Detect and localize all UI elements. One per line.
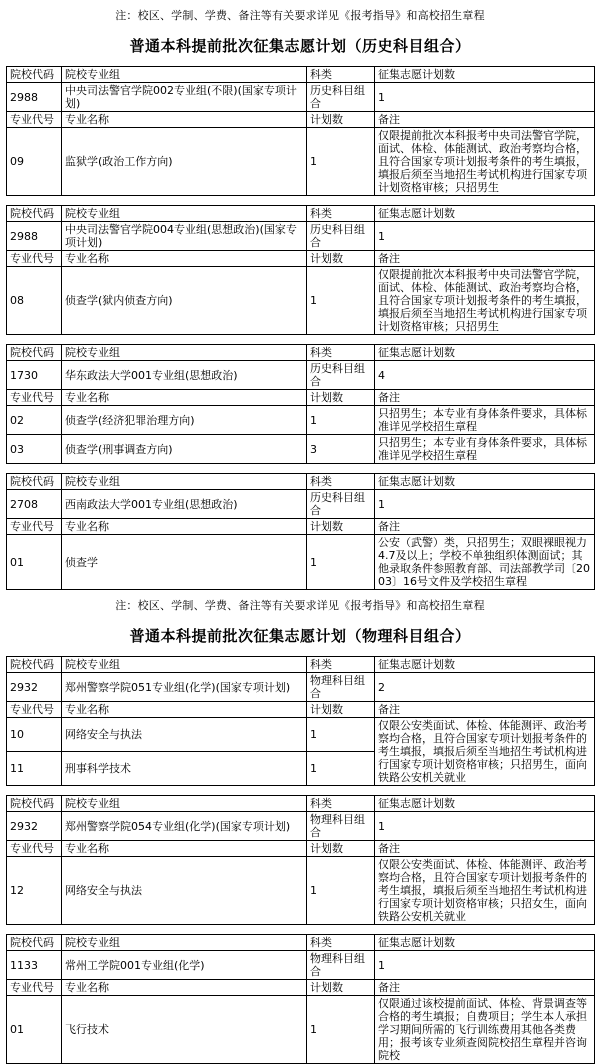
table-subheader-row: [7, 112, 595, 128]
school-plan: 4: [375, 361, 595, 390]
top-note: 注：校区、学制、学费、备注等有关要求详见《报考指导》和高校招生章程: [115, 9, 485, 22]
header-remark: 备注: [375, 112, 595, 128]
header-major-group: 院校专业组: [62, 206, 307, 222]
major-remark: 仅限提前批次本科报考中央司法警官学院，面试、体检、体能测试、政治考察均合格，且符合国家专项计划报考条件的考生填报，填报后须至当地招生考试机构进行国家专项计划资格审核；只招男生: [375, 128, 595, 196]
table-row: [7, 406, 595, 435]
table-row: [7, 673, 595, 702]
major-code: 09: [7, 128, 62, 196]
header-major-group: 院校专业组: [62, 935, 307, 951]
table-header-row: [7, 935, 595, 951]
table-header-row: [7, 474, 595, 490]
table-header-row: [7, 206, 595, 222]
header-school-code: 院校代码: [7, 206, 62, 222]
table-row: [7, 83, 595, 112]
block-spacer: [6, 335, 594, 344]
school-plan: 1: [375, 812, 595, 841]
school-code: 1133: [7, 951, 62, 980]
table-row: [7, 435, 595, 464]
header-category: 科类: [307, 657, 375, 673]
plan-table: [6, 473, 595, 590]
plan-table: [6, 934, 595, 1064]
school-code: 1730: [7, 361, 62, 390]
school-group: 中央司法警官学院004专业组(思想政治)(国家专项计划): [62, 222, 307, 251]
table-subheader-row: [7, 702, 595, 718]
major-code: 03: [7, 435, 62, 464]
section-title-history: 普通本科提前批次征集志愿计划（历史科目组合）: [129, 37, 471, 55]
header-plan-count: 征集志愿计划数: [375, 935, 595, 951]
header-major-name: 专业名称: [62, 841, 307, 857]
table-header-row: [7, 345, 595, 361]
header-major-name: 专业名称: [62, 980, 307, 996]
header-school-code: 院校代码: [7, 657, 62, 673]
header-school-code: 院校代码: [7, 345, 62, 361]
school-plan: 1: [375, 951, 595, 980]
school-plan: 2: [375, 673, 595, 702]
plan-table: [6, 656, 595, 786]
major-code: 12: [7, 857, 62, 925]
header-major-group: 院校专业组: [62, 657, 307, 673]
header-school-code: 院校代码: [7, 935, 62, 951]
header-major-group: 院校专业组: [62, 796, 307, 812]
header-plan-count: 征集志愿计划数: [375, 345, 595, 361]
school-code: 2988: [7, 83, 62, 112]
header-major-code: 专业代号: [7, 519, 62, 535]
major-remark: 仅限通过该校提前面试、体检、背景调查等合格的考生填报；自费项目；学生本人承担学习期间所需的飞行训练费用其他各类费用；报考该专业须查阅院校招生章程并咨询院校: [375, 996, 595, 1064]
major-plan: 1: [307, 406, 375, 435]
table-subheader-row: [7, 841, 595, 857]
table-row: [7, 490, 595, 519]
major-remark: 只招男生；本专业有身体条件要求，具体标准详见学校招生章程: [375, 406, 595, 435]
table-subheader-row: [7, 519, 595, 535]
block-spacer: [6, 196, 594, 205]
plan-table: [6, 66, 595, 196]
major-name: 刑事科学技术: [62, 752, 307, 786]
major-plan: 1: [307, 128, 375, 196]
plan-table: [6, 205, 595, 335]
table-row: [7, 857, 595, 925]
school-code: 2708: [7, 490, 62, 519]
school-category: 历史科目组合: [307, 83, 375, 112]
major-name: 监狱学(政治工作方向): [62, 128, 307, 196]
header-plan-count: 征集志愿计划数: [375, 206, 595, 222]
school-code: 2988: [7, 222, 62, 251]
table-header-row: [7, 67, 595, 83]
header-remark: 备注: [375, 841, 595, 857]
major-code: 01: [7, 535, 62, 590]
major-code: 01: [7, 996, 62, 1064]
school-plan: 1: [375, 490, 595, 519]
header-category: 科类: [307, 345, 375, 361]
mid-note: 注：校区、学制、学费、备注等有关要求详见《报考指导》和高校招生章程: [115, 599, 485, 612]
major-remark: 仅限公安类面试、体检、体能测评、政治考察均合格，且符合国家专项计划报考条件的考生填报，填报后须至当地招生考试机构进行国家专项计划资格审核；只招女生，面向铁路公安机关就业: [375, 857, 595, 925]
header-major-plan: 计划数: [307, 702, 375, 718]
major-plan: 1: [307, 857, 375, 925]
header-major-code: 专业代号: [7, 251, 62, 267]
header-major-name: 专业名称: [62, 112, 307, 128]
plan-table: [6, 795, 595, 925]
major-name: 网络安全与执法: [62, 718, 307, 752]
header-major-code: 专业代号: [7, 980, 62, 996]
table-row: [7, 222, 595, 251]
major-plan: 1: [307, 535, 375, 590]
header-major-name: 专业名称: [62, 519, 307, 535]
major-plan: 1: [307, 996, 375, 1064]
block-spacer: [6, 464, 594, 473]
header-category: 科类: [307, 935, 375, 951]
school-group: 郑州警察学院054专业组(化学)(国家专项计划): [62, 812, 307, 841]
table-row: [7, 996, 595, 1064]
major-code: 02: [7, 406, 62, 435]
header-plan-count: 征集志愿计划数: [375, 67, 595, 83]
header-major-plan: 计划数: [307, 390, 375, 406]
plan-table: [6, 344, 595, 464]
school-group: 中央司法警官学院002专业组(不限)(国家专项计划): [62, 83, 307, 112]
school-category: 历史科目组合: [307, 222, 375, 251]
major-name: 侦查学(经济犯罪治理方向): [62, 406, 307, 435]
header-remark: 备注: [375, 980, 595, 996]
header-major-name: 专业名称: [62, 251, 307, 267]
major-name: 侦查学(刑事调查方向): [62, 435, 307, 464]
header-major-name: 专业名称: [62, 390, 307, 406]
header-category: 科类: [307, 474, 375, 490]
school-group: 常州工学院001专业组(化学): [62, 951, 307, 980]
header-major-group: 院校专业组: [62, 474, 307, 490]
table-subheader-row: [7, 390, 595, 406]
major-plan: 1: [307, 718, 375, 752]
table-row: [7, 361, 595, 390]
header-major-group: 院校专业组: [62, 345, 307, 361]
block-spacer: [6, 925, 594, 934]
header-major-name: 专业名称: [62, 702, 307, 718]
header-major-plan: 计划数: [307, 251, 375, 267]
major-remark: 仅限提前批次本科报考中央司法警官学院，面试、体检、体能测试、政治考察均合格，且符合国家专项计划报考条件的考生填报，填报后须至当地招生考试机构进行国家专项计划资格审核；只招男生: [375, 267, 595, 335]
table-subheader-row: [7, 251, 595, 267]
school-category: 物理科目组合: [307, 812, 375, 841]
table-row: [7, 718, 595, 752]
header-category: 科类: [307, 796, 375, 812]
major-name: 网络安全与执法: [62, 857, 307, 925]
header-major-code: 专业代号: [7, 841, 62, 857]
major-remark: 只招男生；本专业有身体条件要求，具体标准详见学校招生章程: [375, 435, 595, 464]
header-major-plan: 计划数: [307, 841, 375, 857]
section-title-physics: 普通本科提前批次征集志愿计划（物理科目组合）: [129, 627, 471, 645]
major-name: 侦查学: [62, 535, 307, 590]
school-plan: 1: [375, 83, 595, 112]
header-remark: 备注: [375, 251, 595, 267]
header-major-plan: 计划数: [307, 519, 375, 535]
school-plan: 1: [375, 222, 595, 251]
header-major-group: 院校专业组: [62, 67, 307, 83]
school-code: 2932: [7, 673, 62, 702]
major-name: 飞行技术: [62, 996, 307, 1064]
header-major-code: 专业代号: [7, 702, 62, 718]
table-row: [7, 951, 595, 980]
table-row: [7, 128, 595, 196]
school-group: 郑州警察学院051专业组(化学)(国家专项计划): [62, 673, 307, 702]
major-plan: 1: [307, 752, 375, 786]
header-plan-count: 征集志愿计划数: [375, 796, 595, 812]
major-remark: 公安（武警）类，只招男生；双眼裸眼视力4.7及以上；学校不单独组织体测面试；其他录取条件参照教育部、司法部教学司〔2003〕16号文件及学校招生章程: [375, 535, 595, 590]
header-remark: 备注: [375, 390, 595, 406]
table-header-row: [7, 796, 595, 812]
header-major-code: 专业代号: [7, 112, 62, 128]
header-plan-count: 征集志愿计划数: [375, 657, 595, 673]
header-category: 科类: [307, 67, 375, 83]
table-row: [7, 535, 595, 590]
school-group: 西南政法大学001专业组(思想政治): [62, 490, 307, 519]
header-plan-count: 征集志愿计划数: [375, 474, 595, 490]
header-major-plan: 计划数: [307, 980, 375, 996]
school-code: 2932: [7, 812, 62, 841]
school-category: 物理科目组合: [307, 673, 375, 702]
header-major-code: 专业代号: [7, 390, 62, 406]
header-remark: 备注: [375, 519, 595, 535]
block-spacer: [6, 786, 594, 795]
header-category: 科类: [307, 206, 375, 222]
major-plan: 1: [307, 267, 375, 335]
major-code: 11: [7, 752, 62, 786]
school-category: 历史科目组合: [307, 361, 375, 390]
major-code: 10: [7, 718, 62, 752]
table-row: [7, 812, 595, 841]
major-plan: 3: [307, 435, 375, 464]
major-code: 08: [7, 267, 62, 335]
school-group: 华东政法大学001专业组(思想政治): [62, 361, 307, 390]
table-subheader-row: [7, 980, 595, 996]
header-school-code: 院校代码: [7, 67, 62, 83]
header-remark: 备注: [375, 702, 595, 718]
major-name: 侦查学(狱内侦查方向): [62, 267, 307, 335]
major-remark: 仅限公安类面试、体检、体能测评、政治考察均合格，且符合国家专项计划报考条件的考生填报，填报后须至当地招生考试机构进行国家专项计划资格审核；只招男生，面向铁路公安机关就业: [375, 718, 595, 786]
header-school-code: 院校代码: [7, 796, 62, 812]
school-category: 历史科目组合: [307, 490, 375, 519]
header-major-plan: 计划数: [307, 112, 375, 128]
table-header-row: [7, 657, 595, 673]
header-school-code: 院校代码: [7, 474, 62, 490]
table-row: [7, 267, 595, 335]
school-category: 物理科目组合: [307, 951, 375, 980]
